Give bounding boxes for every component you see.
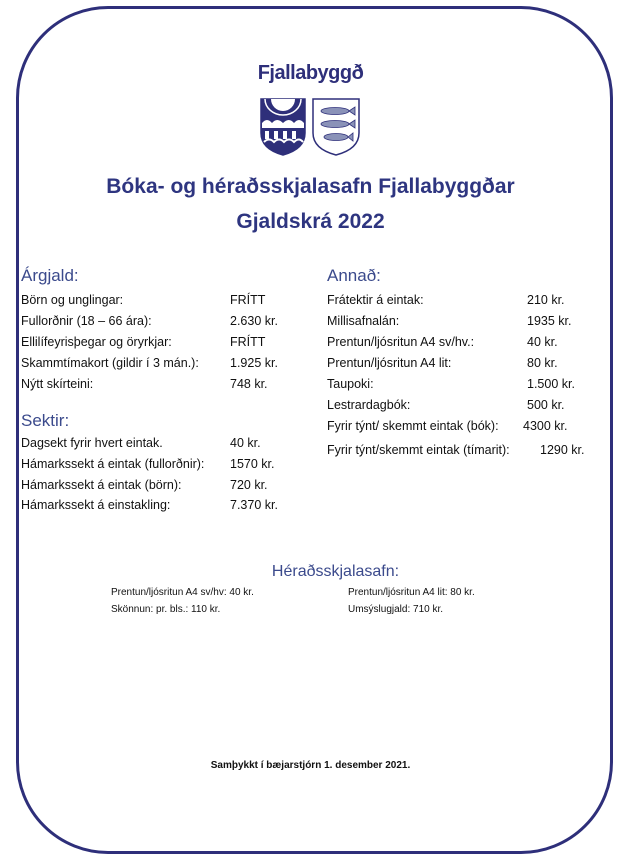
- fee-label: Frátektir á eintak:: [327, 293, 424, 307]
- fee-label: Hámarkssekt á eintak (börn):: [21, 478, 182, 492]
- fee-label: Fyrir týnt/skemmt eintak (tímarit):: [327, 443, 510, 457]
- fee-value: 4300 kr.: [523, 419, 568, 433]
- fee-value: 720 kr.: [230, 478, 268, 492]
- fee-label: Fyrir týnt/ skemmt eintak (bók):: [327, 419, 499, 433]
- fee-label: Hámarkssekt á eintak (fullorðnir):: [21, 457, 205, 471]
- fee-label: Nýtt skírteini:: [21, 377, 94, 391]
- fee-label: Skammtímakort (gildir í 3 mán.):: [21, 356, 199, 370]
- fee-label: Prentun/ljósritun A4 sv/hv.:: [327, 335, 475, 349]
- fee-label: Taupoki:: [327, 377, 374, 391]
- fee-label: Millisafnalán:: [327, 314, 400, 328]
- fee-label: Hámarkssekt á einstakling:: [21, 498, 171, 512]
- fee-item: Prentun/ljósritun A4 sv/hv: 40 kr.: [111, 587, 254, 598]
- fee-value: 748 kr.: [230, 377, 268, 391]
- section-heading-argjald: Árgjald:: [21, 266, 79, 285]
- fee-value: 1570 kr.: [230, 457, 275, 471]
- section-heading-annad: Annað:: [327, 266, 381, 285]
- fee-label: Börn og unglingar:: [21, 293, 124, 307]
- fee-value: 80 kr.: [527, 356, 558, 370]
- fee-value: 1935 kr.: [527, 314, 572, 328]
- fee-label: Fullorðnir (18 – 66 ára):: [21, 314, 152, 328]
- fee-label: Prentun/ljósritun A4 lit:: [327, 356, 452, 370]
- fee-value: 2.630 kr.: [230, 314, 278, 328]
- fee-value: 1290 kr.: [540, 443, 585, 457]
- fee-label: Ellilífeyrisþegar og öryrkjar:: [21, 335, 172, 349]
- fee-label: Dagsekt fyrir hvert eintak.: [21, 436, 163, 450]
- brand-wordmark: Fjallabyggð: [257, 62, 364, 84]
- page-subtitle: Gjaldskrá 2022: [236, 210, 385, 233]
- approval-note: Samþykkt í bæjarstjórn 1. desember 2021.: [210, 760, 411, 771]
- fee-value: 500 kr.: [527, 398, 565, 412]
- fee-item: Umsýslugjald: 710 kr.: [348, 604, 444, 615]
- page-title: Bóka- og héraðsskjalasafn Fjallabyggðar: [106, 175, 515, 198]
- fee-value: FRÍTT: [230, 293, 266, 307]
- coat-of-arms-shields-icon: [259, 97, 363, 157]
- fee-value: 1.500 kr.: [527, 377, 575, 391]
- fee-value: 40 kr.: [230, 436, 261, 450]
- fee-value: 210 kr.: [527, 293, 565, 307]
- section-heading-heradsskjalasafn: Héraðsskjalasafn:: [271, 563, 400, 580]
- fee-value: 1.925 kr.: [230, 356, 278, 370]
- section-heading-sektir: Sektir:: [21, 411, 70, 430]
- fee-label: Lestrardagbók:: [327, 398, 411, 412]
- fee-value: 7.370 kr.: [230, 498, 278, 512]
- fee-value: 40 kr.: [527, 335, 558, 349]
- fee-item: Skönnun: pr. bls.: 110 kr.: [111, 604, 221, 615]
- fee-item: Prentun/ljósritun A4 lit: 80 kr.: [348, 587, 475, 598]
- fee-value: FRÍTT: [230, 335, 266, 349]
